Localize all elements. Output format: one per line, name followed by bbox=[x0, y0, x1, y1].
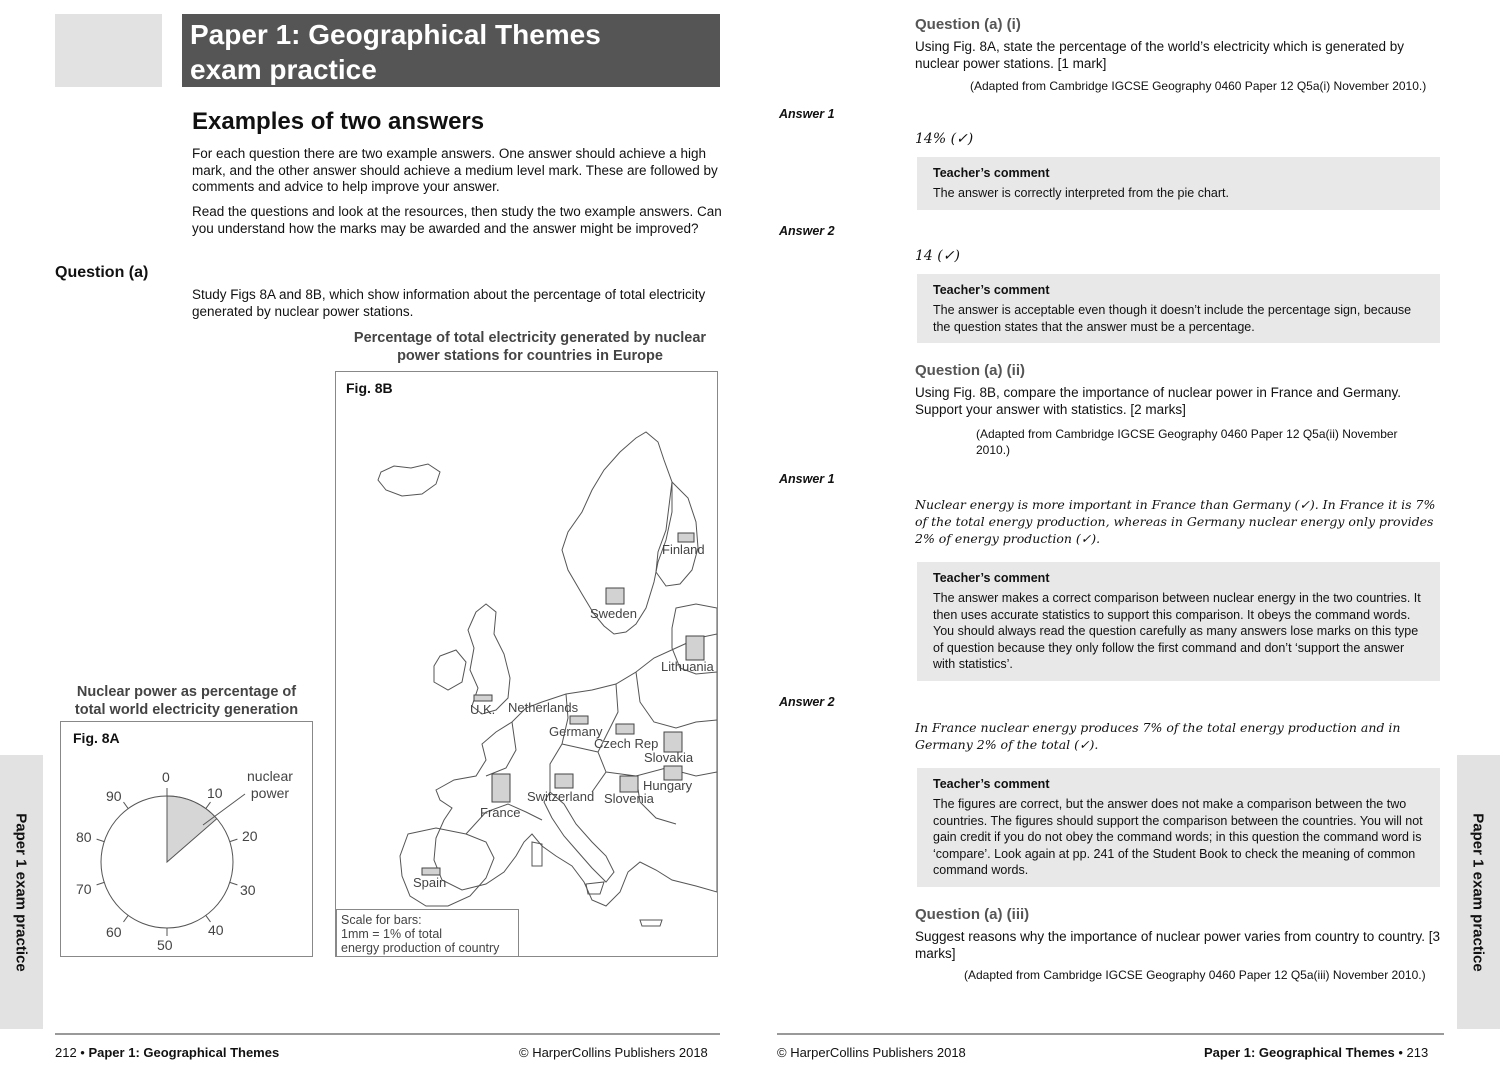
scale-line-1: Scale for bars: bbox=[341, 913, 422, 927]
question-label: Question (a) bbox=[55, 264, 149, 281]
fig8b-title: Percentage of total electricity generated by nuclear power stations for countries in Europe bbox=[353, 330, 707, 364]
chapter-banner bbox=[182, 14, 720, 87]
q-a-i-answer1-text: 14% (✓) bbox=[915, 131, 974, 147]
left-footer-page bbox=[55, 1045, 279, 1060]
bar-france bbox=[492, 774, 510, 802]
question-text: Study Figs 8A and 8B, which show information about the percentage of total electricity generated by nuclear power stations. bbox=[192, 287, 706, 319]
bar-slovenia bbox=[620, 776, 638, 792]
q-a-i-answer2-label: Answer 2 bbox=[779, 224, 835, 238]
section-heading: Examples of two answers bbox=[192, 108, 485, 135]
comment-body: The figures are correct, but the answer does not make a comparison between the two countries. The figures should support the comparison between the countries. You will not gain credit if you do not obey the command words; in this question the command word is ‘compare’. Look again at pp. 241 of the Student Book to check the meaning of common command words. bbox=[933, 797, 1423, 877]
bar-spain bbox=[422, 868, 440, 875]
bar-sweden bbox=[606, 588, 624, 604]
label-slovakia: Slovakia bbox=[644, 750, 694, 765]
label-slovenia: Slovenia bbox=[604, 791, 654, 806]
q-a-iii-text: Suggest reasons why the importance of nuclear power varies from country to country. [3 marks] bbox=[915, 929, 1441, 961]
bar-switzerland bbox=[555, 774, 573, 788]
q-a-ii-answer2-comment bbox=[917, 768, 1440, 887]
intro-paragraph-2: Read the questions and look at the resources, then study the two example answers. Can you understand how the marks may be awarded and the answer might be improved? bbox=[192, 204, 722, 236]
ireland-outline bbox=[434, 650, 466, 690]
scale-box bbox=[336, 909, 519, 957]
banner-line-1: Paper 1: Geographical Themes bbox=[190, 19, 601, 50]
q-a-ii-text: Using Fig. 8B, compare the importance of nuclear power in France and Germany. Support your answer with statistics. [2 marks] bbox=[915, 385, 1401, 417]
fig8a-frame bbox=[60, 721, 313, 957]
label-hungary: Hungary bbox=[643, 778, 693, 793]
slice-label-line-1: nuclear bbox=[247, 768, 293, 784]
q-a-i-text: Using Fig. 8A, state the percentage of the world’s electricity which is generated by nuclear power stations. [1 mark] bbox=[915, 39, 1405, 71]
fig8b-frame bbox=[335, 371, 718, 957]
fig8a-label: Fig. 8A bbox=[73, 730, 120, 746]
fig8b-label: Fig. 8B bbox=[346, 380, 393, 396]
corner-block bbox=[55, 14, 162, 87]
bar-slovakia bbox=[664, 732, 682, 752]
comment-title: Teacher’s comment bbox=[933, 571, 1050, 585]
q-a-ii-heading: Question (a) (ii) bbox=[915, 362, 1025, 379]
right-side-tab-text: Paper 1 exam practice bbox=[1470, 812, 1487, 972]
q-a-iii-heading: Question (a) (iii) bbox=[915, 906, 1030, 923]
q-a-i-answer2-comment bbox=[917, 274, 1440, 343]
label-uk: U.K. bbox=[470, 702, 496, 717]
label-netherlands: Netherlands bbox=[508, 700, 579, 715]
q-a-ii-source: (Adapted from Cambridge IGCSE Geography 0460 Paper 12 Q5a(ii) November 2010.) bbox=[976, 427, 1398, 457]
q-a-ii-answer2-label: Answer 2 bbox=[779, 695, 835, 709]
iceland-outline bbox=[378, 464, 440, 496]
iberia-outline bbox=[400, 828, 494, 906]
q-a-ii-answer1-text: Nuclear energy is more important in France than Germany (✓). In France it is 7% of the total energy production, whereas in Germany nuclear energy only provides 2% of energy production (✓). bbox=[915, 497, 1436, 546]
pie-tick-50: 50 bbox=[157, 937, 173, 953]
pie-tick-60: 60 bbox=[106, 924, 122, 940]
intro-paragraph-1: For each question there are two example answers. One answer should achieve a high mark, and the other answer should achieve a medium level mark. These are followed by comments and advice to help improve your answer. bbox=[192, 146, 718, 194]
slice-label bbox=[247, 768, 293, 802]
pie-tick-10: 10 bbox=[207, 785, 223, 801]
sardinia-outline bbox=[532, 842, 542, 866]
right-footer-copyright: © HarperCollins Publishers 2018 bbox=[777, 1045, 966, 1060]
comment-body: The answer is correctly interpreted from the pie chart. bbox=[933, 186, 1229, 200]
comment-title: Teacher’s comment bbox=[933, 777, 1050, 791]
right-footer-page bbox=[1204, 1045, 1428, 1060]
q-a-iii-source: (Adapted from Cambridge IGCSE Geography 0460 Paper 12 Q5a(iii) November 2010.) bbox=[964, 968, 1426, 982]
q-a-i-answer1-comment bbox=[917, 157, 1440, 210]
pie-tick-70: 70 bbox=[76, 881, 92, 897]
pie-tick-20: 20 bbox=[242, 828, 258, 844]
label-finland: Finland bbox=[662, 542, 705, 557]
bar-germany bbox=[570, 716, 588, 724]
pie-tick-40: 40 bbox=[208, 922, 224, 938]
pie-tick-30: 30 bbox=[240, 882, 256, 898]
crete-outline bbox=[640, 920, 662, 926]
scale-line-2: 1mm = 1% of total bbox=[341, 927, 443, 941]
q-a-ii-answer2-text: In France nuclear energy produces 7% of the total energy production and in Germany 2% of the total (✓). bbox=[915, 720, 1401, 752]
q-a-ii-answer1-label: Answer 1 bbox=[779, 472, 835, 486]
bar-uk bbox=[474, 695, 492, 701]
label-spain: Spain bbox=[413, 875, 447, 890]
right-side-tab bbox=[1457, 755, 1500, 1029]
label-lithuania: Lithuania bbox=[661, 659, 714, 674]
label-switzerland: Switzerland bbox=[527, 789, 595, 804]
right-footer-rule bbox=[777, 1033, 1444, 1035]
bar-lithuania bbox=[686, 636, 704, 660]
left-footer-rule bbox=[55, 1033, 720, 1035]
left-side-tab-text: Paper 1 exam practice bbox=[13, 812, 30, 972]
left-footer-copyright: © HarperCollins Publishers 2018 bbox=[519, 1045, 708, 1060]
left-side-tab bbox=[0, 755, 43, 1029]
right-footer-title: Paper 1: Geographical Themes bbox=[1204, 1045, 1395, 1060]
pie-tick-90: 90 bbox=[106, 788, 122, 804]
fig8a-title bbox=[55, 683, 318, 719]
banner-line-2: exam practice bbox=[190, 54, 377, 85]
left-page-number: 212 • bbox=[55, 1045, 89, 1060]
right-page-number: • 213 bbox=[1394, 1045, 1429, 1060]
bar-finland bbox=[678, 533, 694, 542]
label-czech: Czech Rep bbox=[594, 736, 659, 751]
pie-chart bbox=[61, 722, 312, 956]
q-a-i-answer1-label: Answer 1 bbox=[779, 107, 835, 121]
comment-body: The answer makes a correct comparison between nuclear energy in the two countries. It then uses accurate statistics to support this comparison. It obeys the command words. You should always read the question carefully as many answers lose marks on this type of question because they only follow the first command and don’t ‘support the answer with statistics’. bbox=[933, 591, 1421, 671]
comment-title: Teacher’s comment bbox=[933, 166, 1050, 180]
label-germany: Germany bbox=[549, 724, 603, 739]
comment-body: The answer is acceptable even though it doesn’t include the percentage sign, because the question states that the answer must be a percentage. bbox=[933, 303, 1412, 334]
scale-line-3: energy production of country bbox=[341, 941, 500, 955]
q-a-ii-answer1-comment bbox=[917, 562, 1440, 681]
europe-map bbox=[336, 372, 717, 956]
comment-title: Teacher’s comment bbox=[933, 283, 1050, 297]
q-a-i-heading: Question (a) (i) bbox=[915, 16, 1021, 33]
q-a-i-answer2-text: 14 (✓) bbox=[915, 248, 960, 264]
pie-tick-80: 80 bbox=[76, 829, 92, 845]
left-footer-title: Paper 1: Geographical Themes bbox=[88, 1045, 280, 1060]
pie-tick-0: 0 bbox=[162, 769, 170, 785]
fig8a-title-line-1: Nuclear power as percentage of bbox=[76, 684, 297, 700]
bar-czech bbox=[616, 724, 634, 734]
q-a-i-source: (Adapted from Cambridge IGCSE Geography 0460 Paper 12 Q5a(i) November 2010.) bbox=[970, 79, 1427, 93]
slice-label-line-2: power bbox=[250, 785, 290, 801]
fig8a-title-line-2: total world electricity generation bbox=[74, 702, 299, 718]
label-france: France bbox=[480, 805, 521, 820]
label-sweden: Sweden bbox=[590, 606, 637, 621]
